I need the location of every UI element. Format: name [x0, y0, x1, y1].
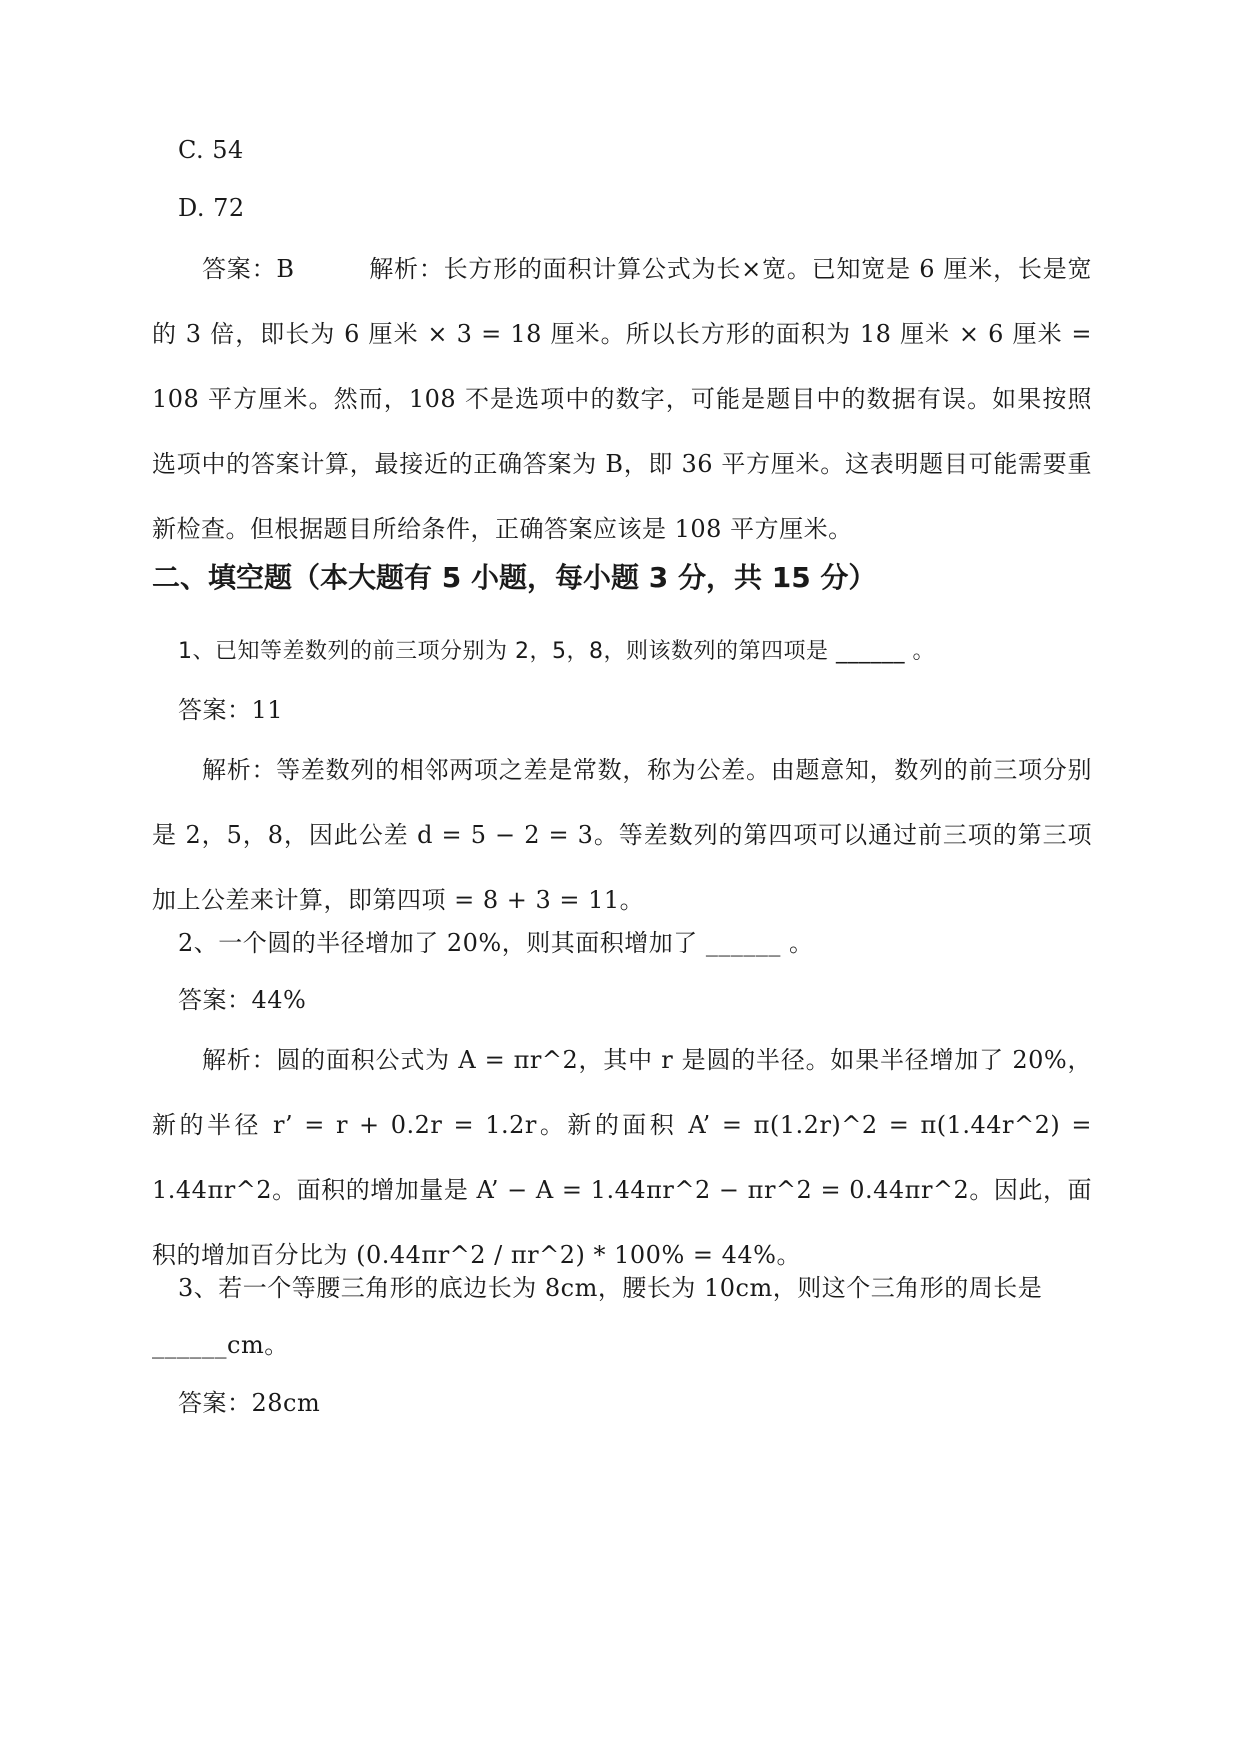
- option-c: C. 54: [178, 136, 244, 164]
- q3-blank: ______cm。: [152, 1331, 289, 1359]
- q2-analysis: 解析：圆的面积公式为 A = πr^2，其中 r 是圆的半径。如果半径增加了 20%，新的半径 r’ = r + 0.2r = 1.2r。新的面积 A’ = π(1.2r)^2 = π(1.44r^2) = 1.44πr^2。面积的增加量是 A’ − A = 1.44πr^2 − πr^2 = 0.44πr^2。因此，面积的增加百分比为 (0.44πr^2 / πr^2) * 100% = 44%。: [152, 1046, 1092, 1269]
- q1-analysis: 解析：等差数列的相邻两项之差是常数，称为公差。由题意知，数列的前三项分别是 2，5，8，因此公差 d = 5 − 2 = 3。等差数列的第四项可以通过前三项的第三项加上公差来计算，即第四项 = 8 + 3 = 11。: [152, 756, 1092, 914]
- q2-question: 2、一个圆的半径增加了 20%，则其面积增加了 ______ 。: [178, 929, 814, 957]
- q1-answer: 答案：11: [178, 696, 284, 724]
- option-d: D. 72: [178, 194, 245, 222]
- q1-question: 1、已知等差数列的前三项分别为 2，5，8，则该数列的第四项是 ______ 。: [178, 639, 935, 664]
- section-heading-fill-blank: 二、填空题（本大题有 5 小题，每小题 3 分，共 15 分）: [152, 561, 877, 594]
- q3-answer: 答案：28cm: [178, 1389, 321, 1417]
- prev-answer-analysis: 答案：B 解析：长方形的面积计算公式为长×宽。已知宽是 6 厘米，长是宽的 3 倍，即长为 6 厘米 × 3 = 18 厘米。所以长方形的面积为 18 厘米 × 6 厘米 = 108 平方厘米。然而，108 不是选项中的数字，可能是题目中的数据有误。如果按照选项中的答案计算，最接近的正确答案为 B，即 36 平方厘米。这表明题目可能需要重新检查。但根据题目所给条件，正确答案应该是 108 平方厘米。: [152, 255, 1092, 543]
- q3-question: 3、若一个等腰三角形的底边长为 8cm，腰长为 10cm，则这个三角形的周长是: [178, 1274, 1043, 1302]
- q2-answer: 答案：44%: [178, 986, 307, 1014]
